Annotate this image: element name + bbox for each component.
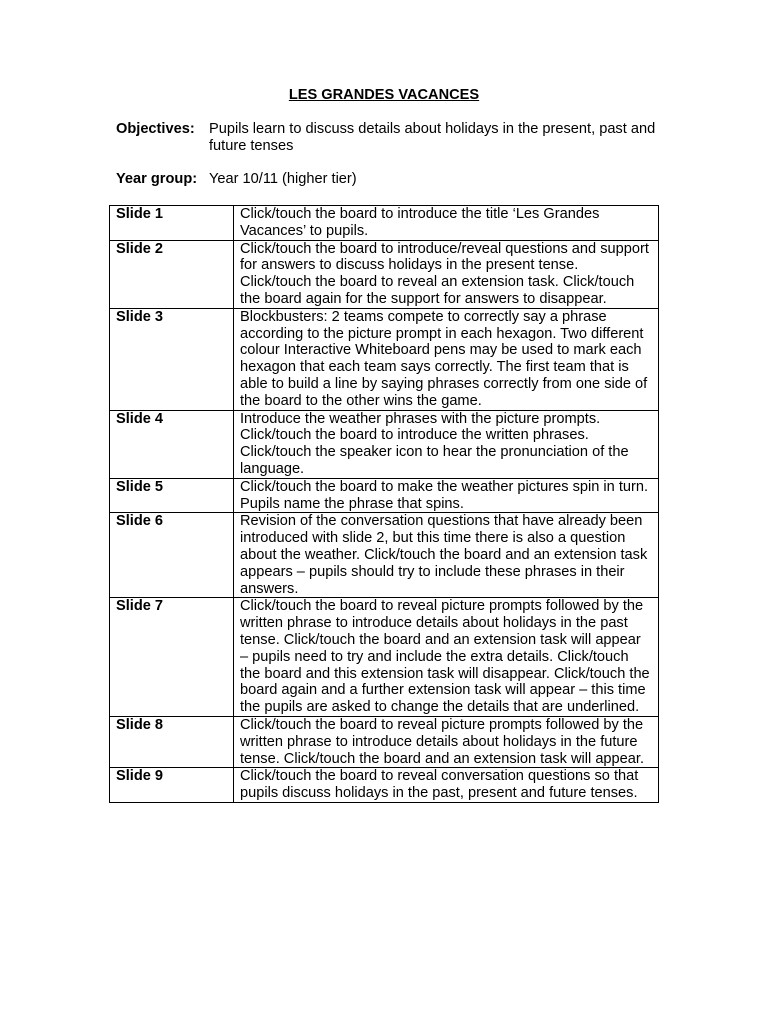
year-group-text: Year 10/11 (higher tier) xyxy=(209,171,357,187)
slide-description: Introduce the weather phrases with the picture prompts. Click/touch the board to introduce the written phrases. Click/touch the speaker icon to hear the pronunciation of the language. xyxy=(234,410,659,478)
slide-label: Slide 1 xyxy=(110,206,234,241)
table-row xyxy=(110,716,659,767)
page-title: LES GRANDES VACANCES xyxy=(288,87,480,103)
year-group-label: Year group: xyxy=(116,171,198,187)
slide-description: Click/touch the board to reveal picture prompts followed by the written phrase to introduce details about holidays in the future tense. Click/touch the board and an extension task will appear. xyxy=(234,716,659,767)
table-row xyxy=(110,513,659,598)
objectives-label: Objectives: xyxy=(116,121,195,137)
table-row xyxy=(110,240,659,308)
slide-description: Blockbusters: 2 teams compete to correctly say a phrase according to the picture prompt in each hexagon. Two different colour Interactive Whiteboard pens may be used to mark each hexagon that each team says correctly. The first team that is able to build a line by saying phrases correctly from one side of the board to the other wins the game. xyxy=(234,308,659,410)
slide-label: Slide 8 xyxy=(110,716,234,767)
slide-label: Slide 6 xyxy=(110,513,234,598)
slide-label: Slide 2 xyxy=(110,240,234,308)
slide-label: Slide 7 xyxy=(110,598,234,717)
year-group-row xyxy=(116,171,676,188)
slide-description: Click/touch the board to make the weather pictures spin in turn. Pupils name the phrase that spins. xyxy=(234,478,659,513)
table-row xyxy=(110,308,659,410)
slide-label: Slide 3 xyxy=(110,308,234,410)
objectives-text: Pupils learn to discuss details about holidays in the present, past and future tenses xyxy=(209,121,656,154)
slides-table xyxy=(109,205,659,803)
slide-label: Slide 5 xyxy=(110,478,234,513)
table-row xyxy=(110,478,659,513)
table-row xyxy=(110,410,659,478)
slide-description: Click/touch the board to introduce the title ‘Les Grandes Vacances’ to pupils. xyxy=(234,206,659,241)
slide-label: Slide 4 xyxy=(110,410,234,478)
slide-label: Slide 9 xyxy=(110,768,234,803)
slide-description: Revision of the conversation questions that have already been introduced with slide 2, but this time there is also a question about the weather. Click/touch the board and an extension task appears – pupils should try to include these phrases in their answers. xyxy=(234,513,659,598)
table-row xyxy=(110,598,659,717)
table-row xyxy=(110,206,659,241)
slide-description: Click/touch the board to reveal picture prompts followed by the written phrase to introduce details about holidays in the past tense. Click/touch the board and an extension task will appear – pupils need to try and include the extra details. Click/touch the board and this extension task will disappear. Click/touch the board again and a further extension task will appear – this time the pupils are asked to change the details that are underlined. xyxy=(234,598,659,717)
slide-description: Click/touch the board to reveal conversation questions so that pupils discuss holidays in the past, present and future tenses. xyxy=(234,768,659,803)
table-row xyxy=(110,768,659,803)
slide-description: Click/touch the board to introduce/reveal questions and support for answers to discuss holidays in the present tense. Click/touch the board to reveal an extension task. Click/touch the board again for the support for answers to disappear. xyxy=(234,240,659,308)
objectives-row xyxy=(116,121,676,155)
